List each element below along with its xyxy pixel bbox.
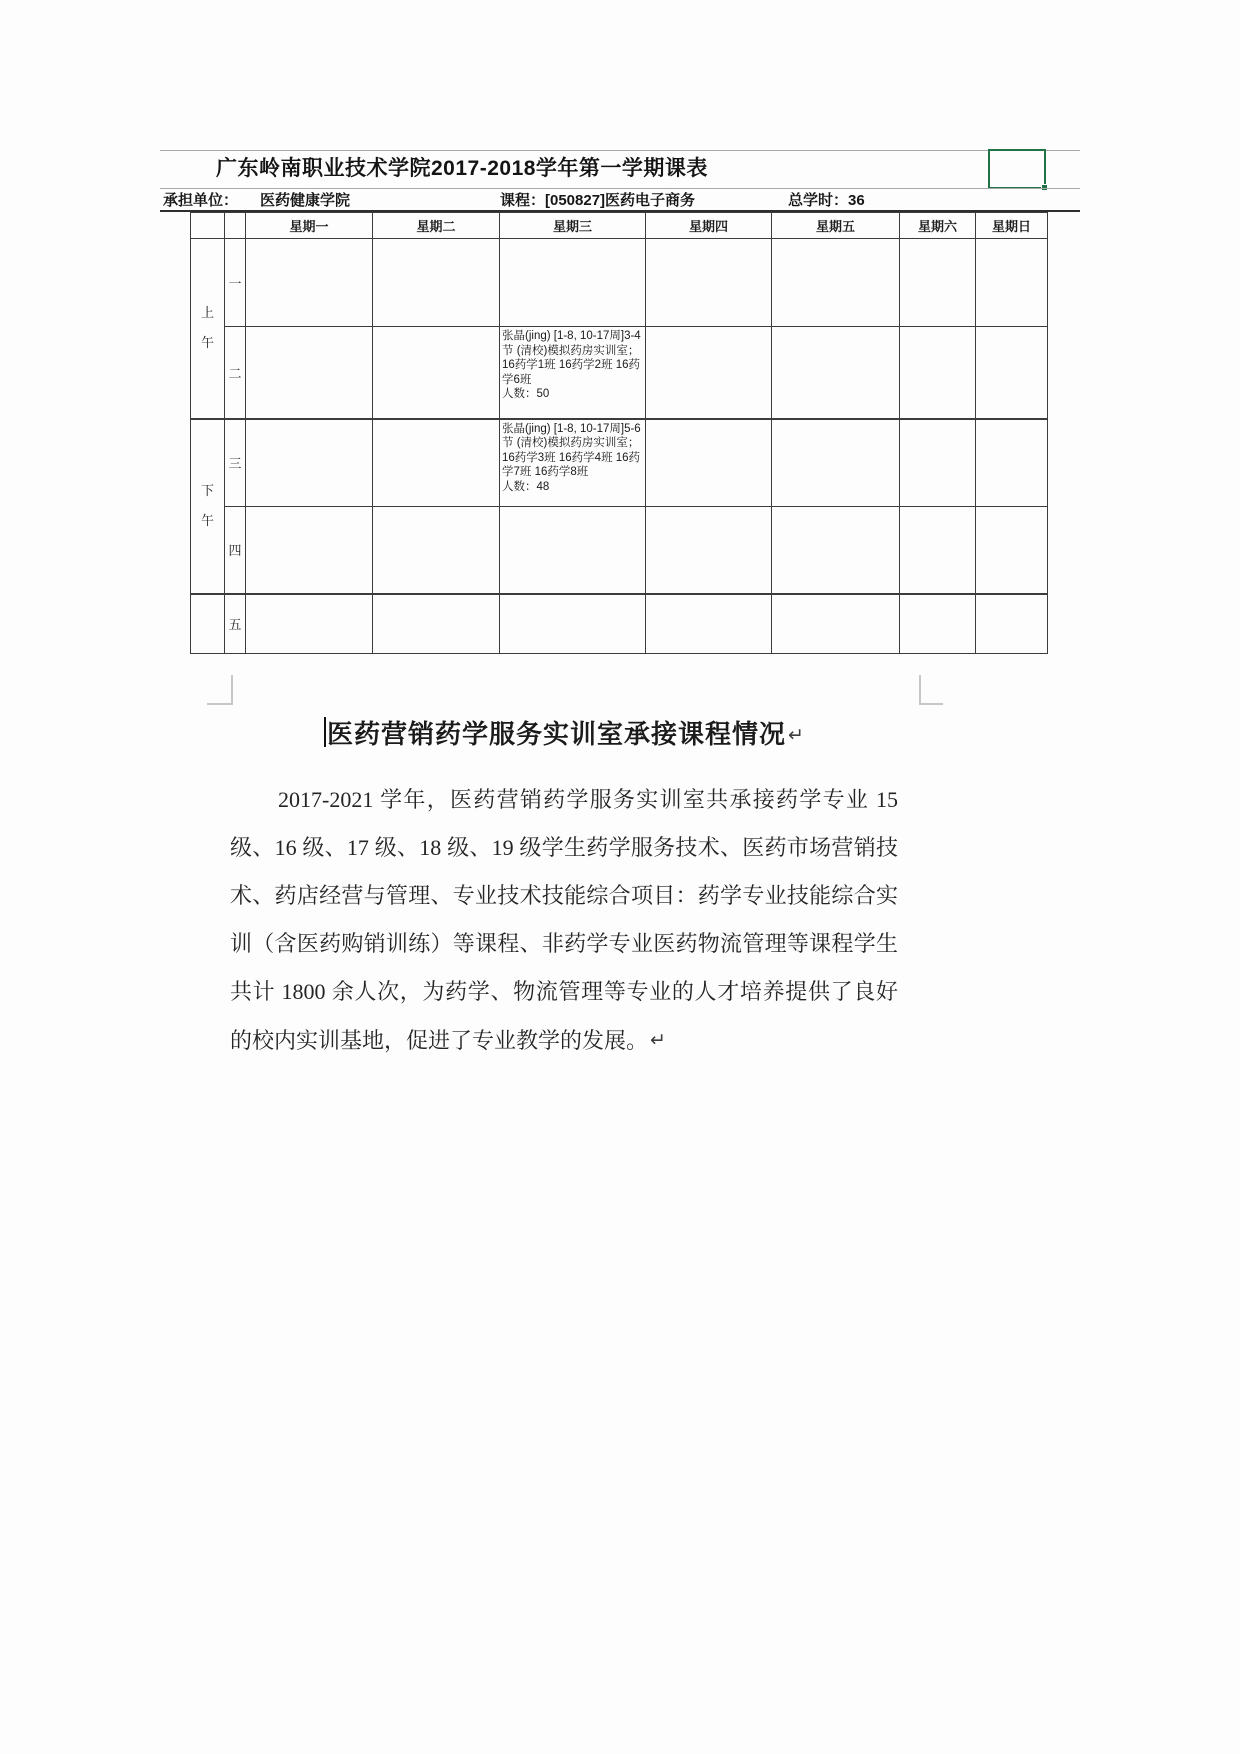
class-cell-wed-period3 — [500, 419, 646, 507]
empty-slot — [900, 507, 976, 594]
paragraph-mark-icon: ↵ — [650, 1029, 666, 1051]
empty-slot — [772, 239, 900, 327]
day-header-wed: 星期三 — [500, 213, 646, 239]
excel-active-cell — [988, 149, 1046, 189]
day-header-tue: 星期二 — [373, 213, 500, 239]
class-info: 张晶(jing) [1-8, 10-17周]5-6节 (清校)模拟药房实训室；16药学3班 16药学4班 16药学7班 16药学8班 — [502, 422, 641, 478]
empty-slot — [246, 239, 373, 327]
empty-slot — [772, 327, 900, 419]
period-cell-5: 五 — [225, 594, 246, 654]
empty-slot — [373, 507, 500, 594]
empty-slot — [373, 239, 500, 327]
paragraph-line: 训（含医药购销训练）等课程、非药学专业医药物流管理等课程学生 — [230, 931, 898, 956]
period-cell-2: 二 — [225, 327, 246, 419]
total-hours: 总学时：36 — [788, 192, 865, 209]
empty-slot — [976, 594, 1048, 654]
timetable — [190, 212, 1048, 654]
empty-slot — [246, 419, 373, 507]
empty-slot — [500, 594, 646, 654]
empty-slot — [900, 239, 976, 327]
empty-slot — [373, 594, 500, 654]
empty-slot — [246, 507, 373, 594]
empty-slot — [246, 594, 373, 654]
doc-paragraph — [230, 776, 898, 1064]
empty-slot — [373, 327, 500, 419]
corner-cell — [225, 213, 246, 239]
schedule-title: 广东岭南职业技术学院2017-2018学年第一学期课表 — [216, 157, 708, 180]
paragraph-line: 的校内实训基地，促进了专业教学的发展。 ↵ — [230, 1028, 666, 1053]
empty-slot — [500, 507, 646, 594]
class-info: 张晶(jing) [1-8, 10-17周]3-4节 (清校)模拟药房实训室；16药学1班 16药学2班 16药学6班 — [502, 330, 641, 386]
ampm-cell-afternoon: 下午 — [191, 419, 225, 594]
day-header-sat: 星期六 — [900, 213, 976, 239]
paragraph-mark-icon: ↵ — [788, 724, 804, 746]
empty-slot — [646, 419, 772, 507]
empty-slot — [900, 594, 976, 654]
page-corner-mark-right — [919, 675, 943, 705]
day-header-mon: 星期一 — [246, 213, 373, 239]
empty-slot — [976, 239, 1048, 327]
empty-slot — [500, 239, 646, 327]
period-cell-3: 三 — [225, 419, 246, 507]
empty-slot — [772, 507, 900, 594]
empty-slot — [646, 239, 772, 327]
doc-heading: 医药营销药学服务实训室承接课程情况 — [327, 720, 787, 749]
page-corner-mark-left — [207, 675, 233, 705]
paragraph-line: 术、药店经营与管理、专业技术技能综合项目：药学专业技能综合实 — [230, 883, 898, 908]
empty-slot — [772, 419, 900, 507]
class-cell-wed-period2 — [500, 327, 646, 419]
ampm-cell-evening — [191, 594, 225, 654]
empty-slot — [646, 594, 772, 654]
day-header-sun: 星期日 — [976, 213, 1048, 239]
period-cell-1: 一 — [225, 239, 246, 327]
corner-cell — [191, 213, 225, 239]
class-count: 人数：50 — [502, 388, 550, 400]
period-cell-4: 四 — [225, 507, 246, 594]
empty-slot — [772, 594, 900, 654]
text-cursor — [324, 717, 326, 747]
paragraph-line: 2017-2021 学年，医药营销药学服务实训室共承接药学专业 15 — [278, 787, 898, 812]
excel-screenshot — [160, 140, 1080, 660]
empty-slot — [900, 419, 976, 507]
day-header-fri: 星期五 — [772, 213, 900, 239]
class-count: 人数：48 — [502, 480, 550, 493]
empty-slot — [646, 507, 772, 594]
course-value: 课程：[050827]医药电子商务 — [500, 192, 696, 209]
doc-heading-wrap — [230, 714, 898, 751]
empty-slot — [373, 419, 500, 507]
excel-gridline — [160, 150, 1080, 151]
schedule-info-row — [160, 189, 1080, 211]
empty-slot — [976, 419, 1048, 507]
empty-slot — [976, 327, 1048, 419]
day-header-thu: 星期四 — [646, 213, 772, 239]
empty-slot — [246, 327, 373, 419]
empty-slot — [646, 327, 772, 419]
unit-value: 医药健康学院 — [260, 192, 351, 209]
ampm-cell-morning: 上午 — [191, 239, 225, 419]
unit-label: 承担单位： — [163, 192, 239, 209]
empty-slot — [976, 507, 1048, 594]
paragraph-line: 共计 1800 余人次，为药学、物流管理等专业的人才培养提供了良好 — [230, 979, 898, 1004]
paragraph-line: 级、16 级、17 级、18 级、19 级学生药学服务技术、医药市场营销技 — [230, 835, 898, 860]
empty-slot — [900, 327, 976, 419]
